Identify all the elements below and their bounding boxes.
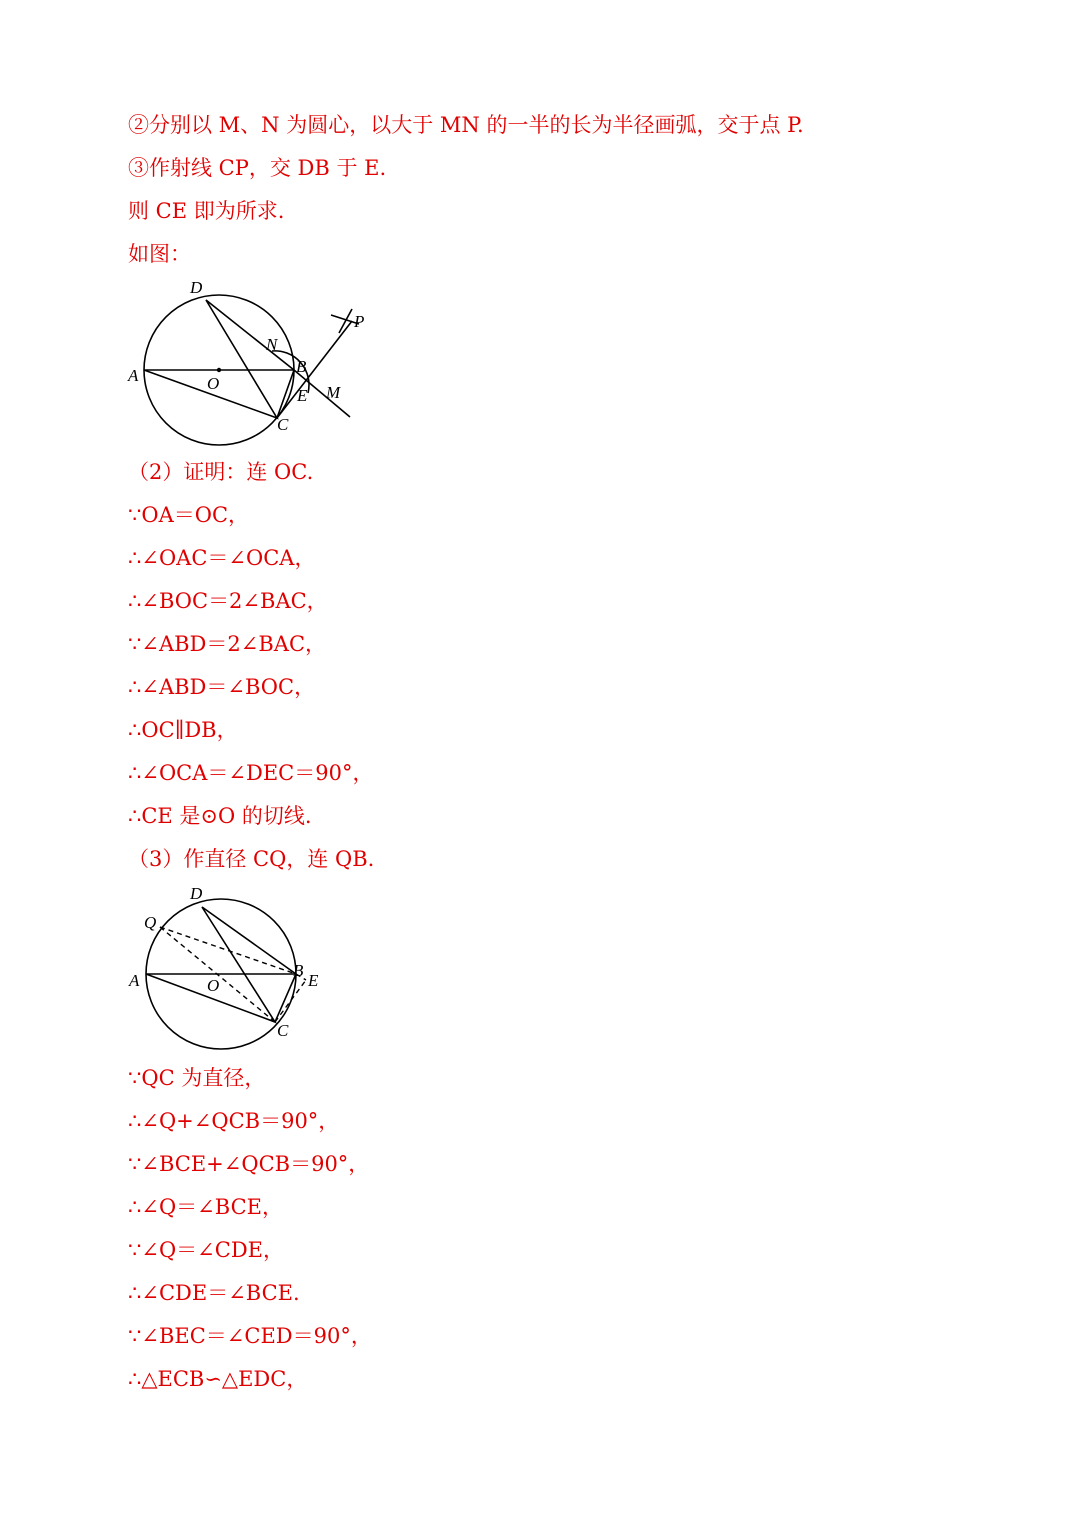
text-line-13: ∴CE 是⊙O 的切线. bbox=[128, 804, 312, 828]
text-line-16: ∴∠Q+∠QCB＝90°， bbox=[128, 1109, 340, 1133]
text-line-7: ∴∠OAC＝∠OCA， bbox=[128, 546, 316, 570]
text-line-19: ∵∠Q＝∠CDE， bbox=[128, 1238, 285, 1262]
text-line-15: ∵QC 为直径， bbox=[128, 1066, 266, 1090]
label-P: P bbox=[354, 312, 365, 331]
label-B: B bbox=[296, 357, 307, 376]
label-O: O bbox=[207, 976, 220, 995]
label-E: E bbox=[297, 386, 308, 405]
label-A: A bbox=[129, 971, 140, 990]
text-line-12: ∴∠OCA＝∠DEC＝90°， bbox=[128, 761, 374, 785]
label-N: N bbox=[266, 335, 278, 354]
text-line-3: 则 CE 即为所求. bbox=[128, 199, 285, 223]
label-M: M bbox=[326, 383, 341, 402]
text-line-14: （3）作直径 CQ，连 QB. bbox=[128, 847, 375, 871]
label-D: D bbox=[190, 884, 203, 903]
text-line-21: ∵∠BEC＝∠CED＝90°， bbox=[128, 1324, 372, 1348]
text-line-18: ∴∠Q＝∠BCE， bbox=[128, 1195, 283, 1219]
label-D: D bbox=[190, 278, 203, 297]
text-line-4: 如图： bbox=[128, 242, 191, 266]
text-line-22: ∴△ECB∽△EDC， bbox=[128, 1367, 308, 1391]
text-line-17: ∵∠BCE+∠QCB＝90°， bbox=[128, 1152, 370, 1176]
text-line-6: ∵OA＝OC， bbox=[128, 503, 250, 527]
label-E: E bbox=[308, 971, 319, 990]
text-line-20: ∴∠CDE＝∠BCE. bbox=[128, 1281, 300, 1305]
text-line-10: ∴∠ABD＝∠BOC， bbox=[128, 675, 316, 699]
label-C: C bbox=[277, 1021, 289, 1040]
text-line-1: ②分别以 M、N 为圆心，以大于 MN 的一半的长为半径画弧，交于点 P. bbox=[128, 113, 804, 137]
text-line-9: ∵∠ABD＝2∠BAC， bbox=[128, 632, 327, 656]
figure-2-diameter bbox=[120, 880, 340, 1050]
label-O: O bbox=[207, 374, 220, 393]
label-C: C bbox=[277, 415, 289, 434]
label-B: B bbox=[293, 961, 304, 980]
label-A: A bbox=[128, 366, 139, 385]
figure-1-construction bbox=[120, 275, 380, 455]
text-line-2: ③作射线 CP，交 DB 于 E. bbox=[128, 156, 387, 180]
label-Q: Q bbox=[144, 913, 157, 932]
text-line-5: （2）证明：连 OC. bbox=[128, 460, 314, 484]
text-line-8: ∴∠BOC＝2∠BAC， bbox=[128, 589, 328, 613]
text-line-11: ∴OC∥DB， bbox=[128, 718, 238, 742]
